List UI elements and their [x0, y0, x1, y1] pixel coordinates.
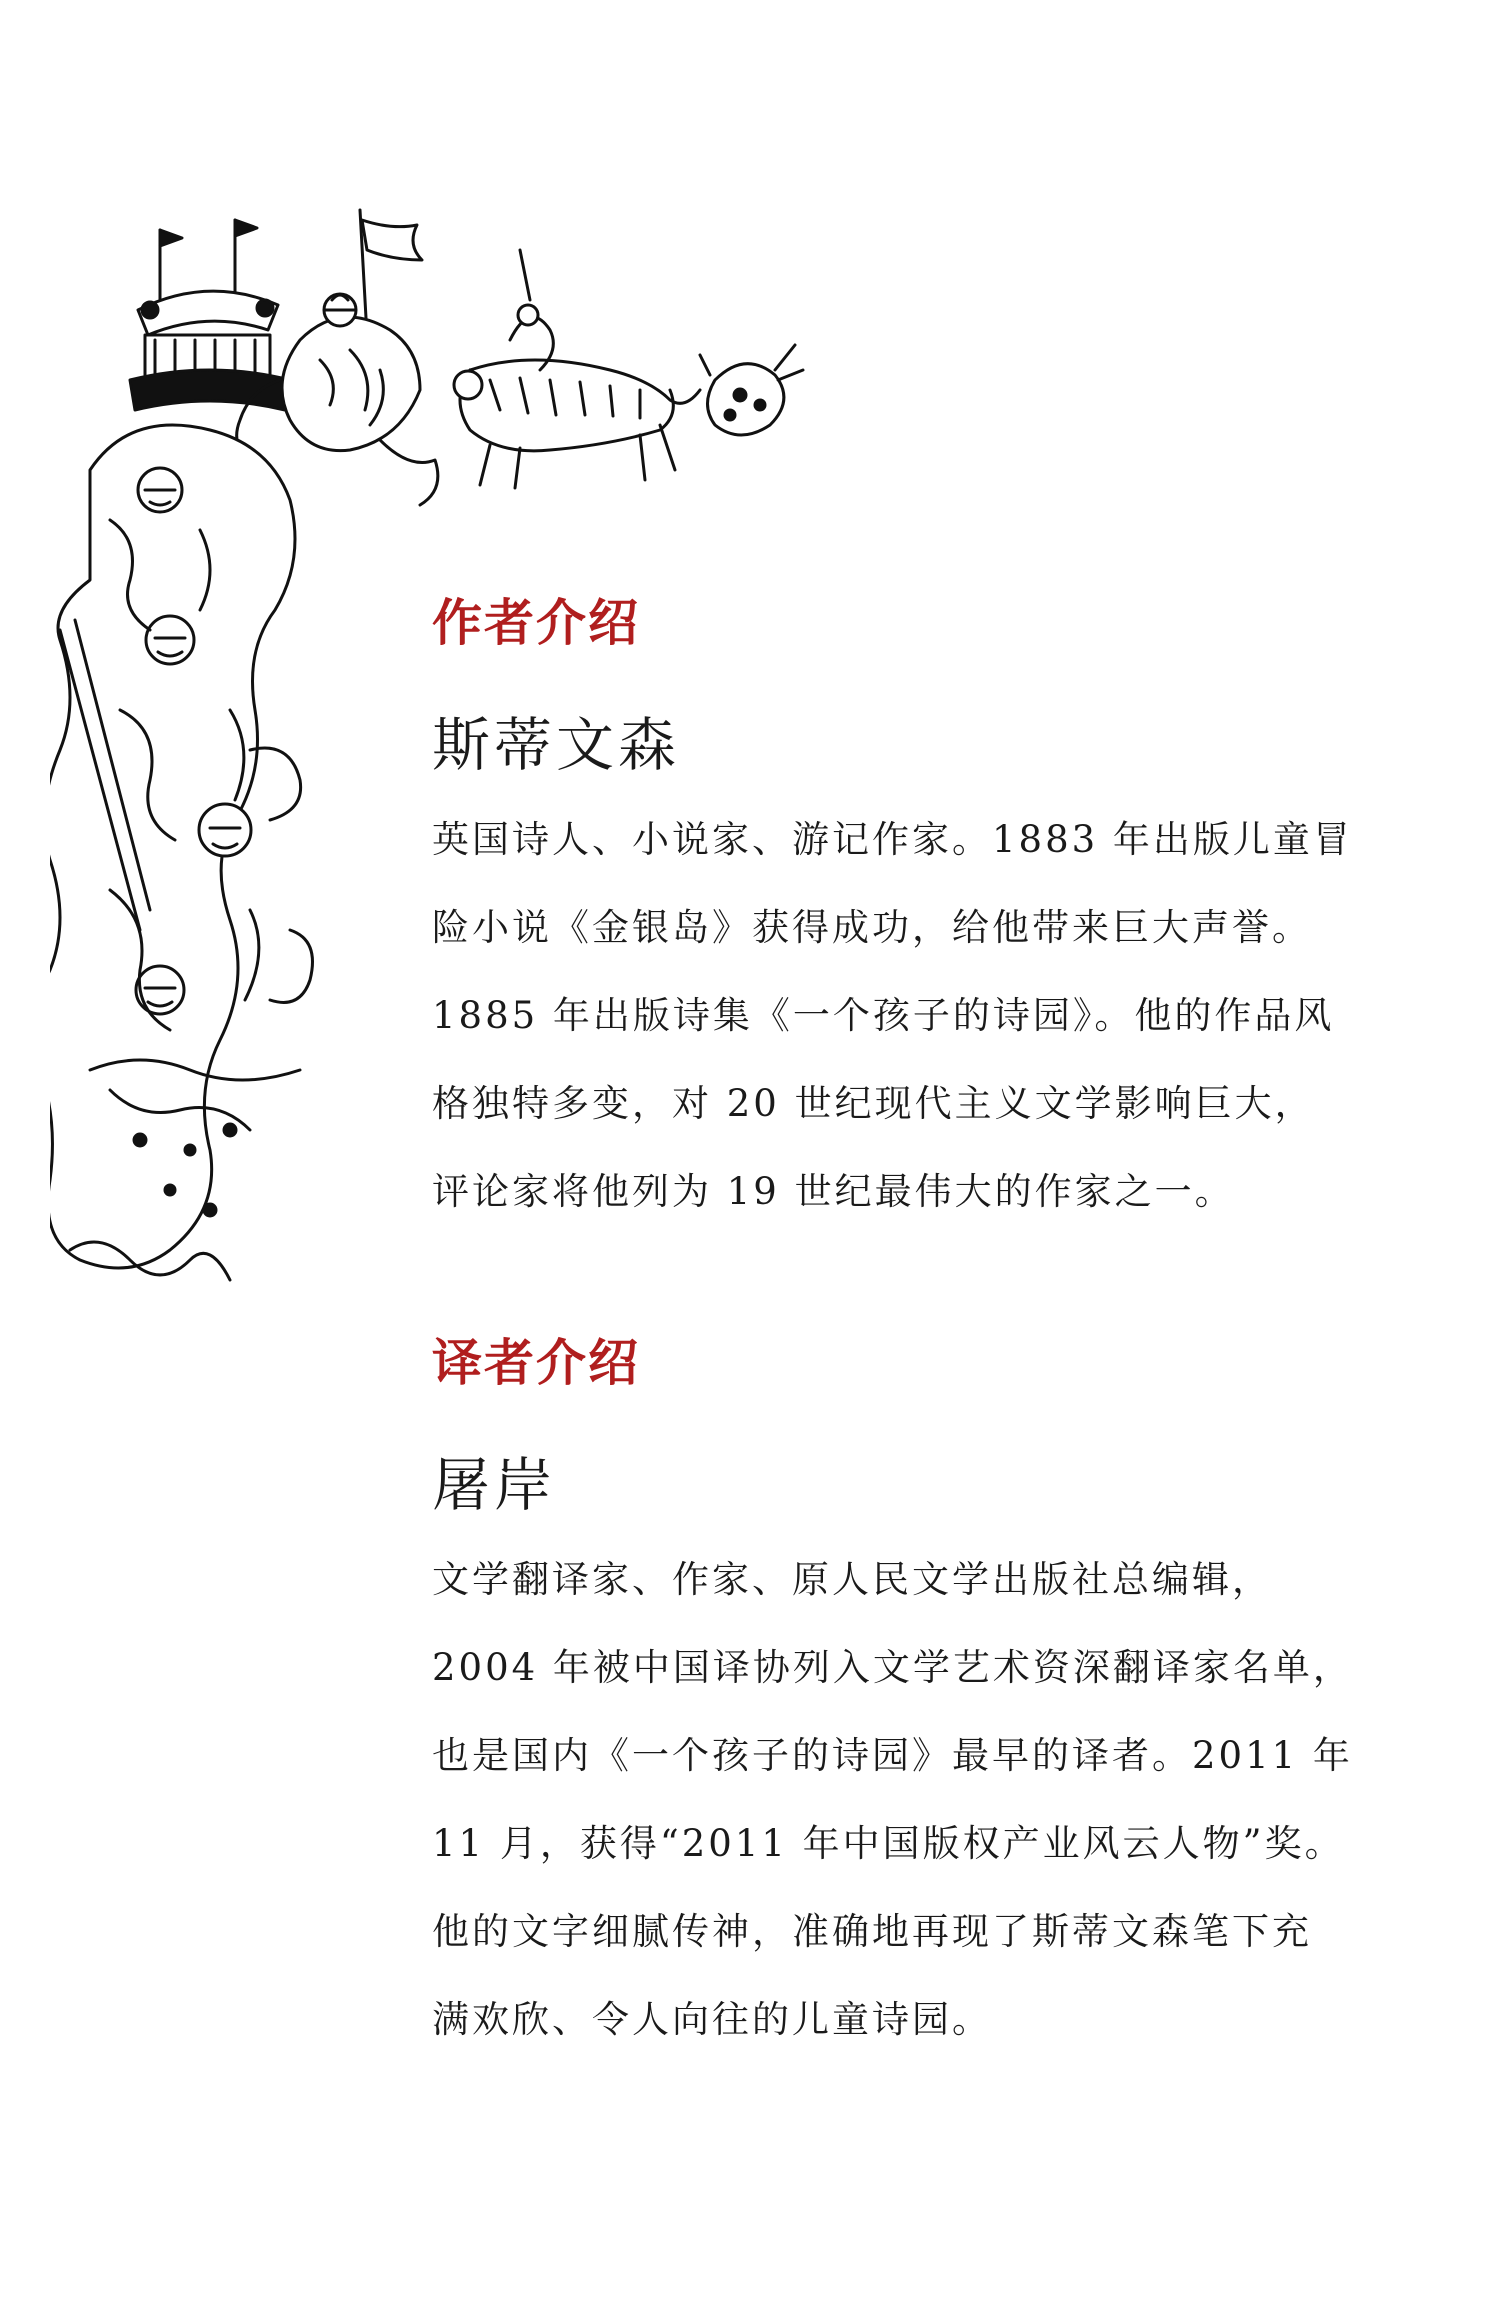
author-section-heading: 作者介绍 [432, 593, 640, 652]
translator-bio-line: 满欢欣、令人向往的儿童诗园。 [432, 1998, 992, 2041]
author-bio-line: 格独特多变，对 20 世纪现代主义文学影响巨大， [432, 1082, 1315, 1125]
translator-bio-line: 也是国内《一个孩子的诗园》最早的译者。2011 年 [432, 1734, 1353, 1777]
translator-name: 屠岸 [432, 1451, 557, 1519]
procession-figures-icon [50, 425, 313, 1280]
translator-bio-line: 文学翻译家、作家、原人民文学出版社总编辑， [432, 1558, 1272, 1601]
author-bio-line: 评论家将他列为 19 世纪最伟大的作家之一。 [432, 1170, 1235, 1213]
tiger-icon [454, 250, 700, 488]
author-bio-line: 1885 年出版诗集《一个孩子的诗园》。他的作品风 [432, 994, 1335, 1037]
translator-bio-line: 11 月，获得“2011 年中国版权产业风云人物”奖。 [432, 1822, 1345, 1865]
translator-bio-line: 他的文字细腻传神，准确地再现了斯蒂文森笔下充 [432, 1910, 1312, 1953]
author-section [432, 593, 1392, 1236]
translator-section [432, 1333, 1392, 2064]
author-bio-line: 英国诗人、小说家、游记作家。1883 年出版儿童冒 [432, 818, 1353, 861]
author-bio [432, 796, 1392, 1236]
translator-bio-line: 2004 年被中国译协列入文学艺术资深翻译家名单， [432, 1646, 1353, 1689]
translator-section-heading: 译者介绍 [432, 1333, 640, 1392]
author-bio-line: 险小说《金银岛》获得成功，给他带来巨大声誉。 [432, 906, 1312, 949]
author-name: 斯蒂文森 [432, 711, 681, 779]
canopy-icon [130, 220, 290, 410]
small-creature-icon [700, 345, 803, 435]
translator-bio [432, 1536, 1392, 2064]
